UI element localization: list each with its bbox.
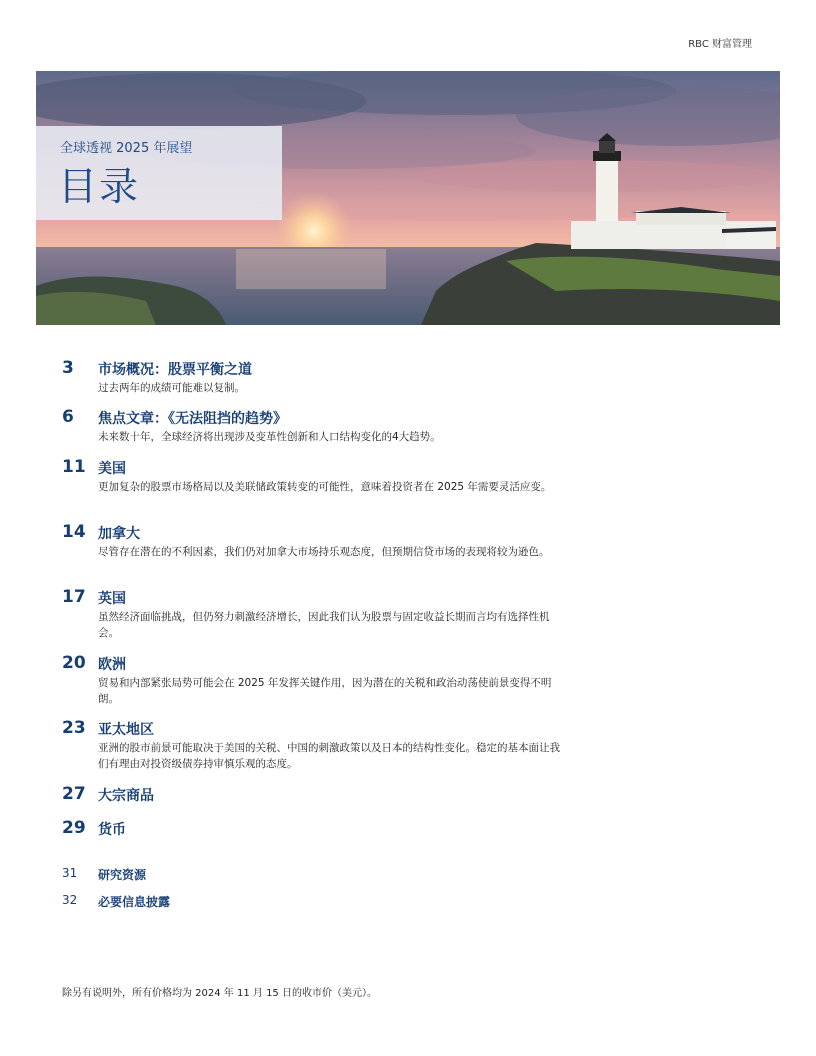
toc-page-number: 20 bbox=[62, 653, 86, 673]
footnote: 除另有说明外，所有价格均为 2024 年 11 月 15 日的收市价（美元）。 bbox=[62, 988, 377, 999]
brand-label: RBC 财富管理 bbox=[688, 39, 752, 50]
toc-description: 亚洲的股市前景可能取决于美国的关税、中国的刺激政策以及日本的结构性变化。稳定的基本面让我们有理由对投资级债券持审慎乐观的态度。 bbox=[98, 742, 560, 770]
toc-page-number: 27 bbox=[62, 784, 86, 804]
toc-page-number: 6 bbox=[62, 407, 74, 427]
toc-title: 加拿大 bbox=[98, 526, 140, 542]
toc-title: 货币 bbox=[98, 822, 126, 838]
page-title: 目录 bbox=[58, 165, 141, 210]
toc-description: 未来数十年，全球经济将出现涉及变革性创新和人口结构变化的4大趋势。 bbox=[98, 431, 441, 443]
toc-description: 尽管存在潜在的不利因素，我们仍对加拿大市场持乐观态度，但预期信贷市场的表现将较为逊色。 bbox=[98, 546, 550, 558]
toc-title: 研究资源 bbox=[98, 868, 147, 882]
toc-description: 过去两年的成绩可能难以复制。 bbox=[98, 382, 245, 394]
toc-title: 焦点文章：《无法阻挡的趋势》 bbox=[98, 411, 287, 427]
toc-page-number: 11 bbox=[62, 457, 86, 477]
toc-title: 英国 bbox=[98, 591, 126, 607]
toc-description: 虽然经济面临挑战，但仍努力刺激经济增长，因此我们认为股票与固定收益长期而言均有选择性机会。 bbox=[98, 611, 550, 639]
report-subtitle: 全球透视 2025 年展望 bbox=[60, 141, 193, 156]
toc-description: 贸易和内部紧张局势可能会在 2025 年发挥关键作用，因为潜在的关税和政治动荡使前景变得不明朗。 bbox=[98, 677, 552, 705]
toc-title: 美国 bbox=[98, 461, 126, 477]
toc-title: 必要信息披露 bbox=[98, 895, 171, 909]
toc-page-number: 32 bbox=[62, 893, 78, 907]
toc-title: 市场概况：股票平衡之道 bbox=[98, 362, 252, 378]
toc-page-number: 14 bbox=[62, 522, 86, 542]
toc-page-number: 29 bbox=[62, 818, 86, 838]
toc-description: 更加复杂的股票市场格局以及美联储政策转变的可能性，意味着投资者在 2025 年需要灵活应变。 bbox=[98, 481, 552, 493]
toc-title: 大宗商品 bbox=[98, 788, 154, 804]
toc-page-number: 23 bbox=[62, 718, 86, 738]
toc-page-number: 31 bbox=[62, 866, 78, 880]
toc-page-number: 17 bbox=[62, 587, 86, 607]
toc-title: 亚太地区 bbox=[98, 722, 154, 738]
toc-page-number: 3 bbox=[62, 358, 74, 378]
toc-title: 欧洲 bbox=[98, 657, 126, 673]
